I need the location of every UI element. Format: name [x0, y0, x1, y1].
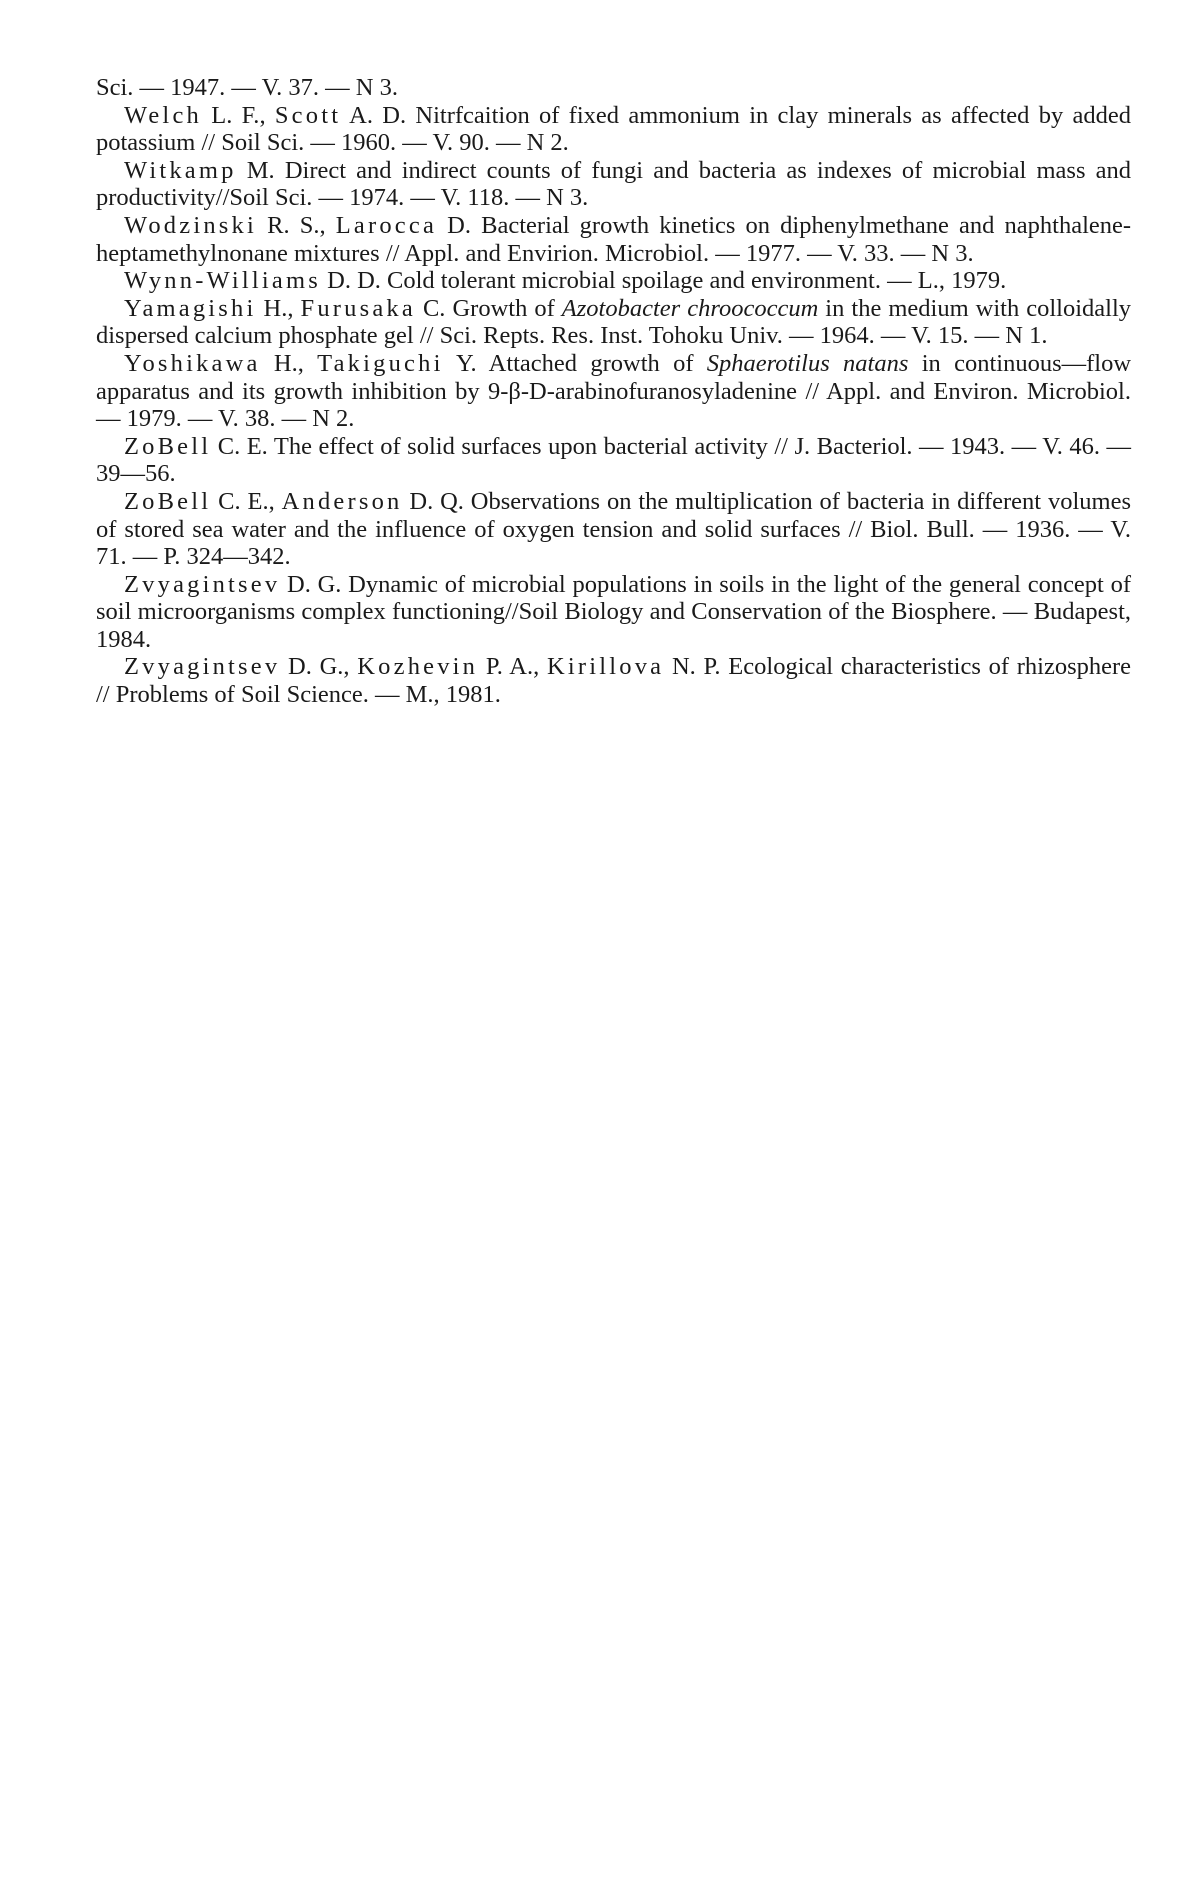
author-initials: M. — [246, 156, 275, 184]
reference-text: Cold tolerant microbial spoilage and environment. — L., 1979. — [387, 267, 1007, 295]
author-initials: D. D. — [327, 267, 381, 295]
author-surname: Witkamp — [124, 156, 237, 184]
reference-text: Nitrfcaition of fixed ammonium in clay minerals as affected by added potassium // Soil Sci. — 1960. — V. 90. — N 2. — [96, 101, 1132, 157]
author-surname: Yamagishi — [124, 294, 257, 322]
reference-entry: Zvyagintsev D. G., Kozhevin P. A., Kirillova N. P. Ecological characteristics of rhizosphere // Problems of Soil Science. — M., 1981. — [96, 653, 1132, 709]
reference-text: in continuous—flow apparatus and its growth inhibition by 9-β-D-arabinofuranosyladenine // Appl. and Environ. Microbiol. — 1979. — V. 38. — N 2. — [96, 349, 1132, 433]
organism-name: Azotobacter chroococcum — [561, 294, 819, 322]
reference-entry: Wodzinski R. S., Larocca D. Bacterial growth kinetics on diphenylmethane and naphthalene-heptamethylnonane mixtures // Appl. and Envirion. Microbiol. — 1977. — V. 33. — N 3. — [96, 211, 1132, 267]
author-surname: Zvyagintsev — [124, 570, 281, 598]
author-surname: Yoshikawa — [124, 349, 261, 377]
reference-entry — [96, 433, 1131, 488]
reference-entry: Yamagishi H., Furusaka C. Growth of Azotobacter chroococcum in the medium with colloidally dispersed calcium phosphate gel // Sci. Repts. Res. Inst. Tohoku Univ. — 1964. — V. 15. — N 1. — [96, 294, 1132, 350]
reference-list — [96, 74, 1131, 709]
author-initials: H. — [273, 349, 298, 377]
author-initials: Y. — [455, 349, 477, 377]
author-surname: Furusaka — [300, 294, 416, 322]
author-initials: L. F. — [211, 101, 260, 129]
reference-entry — [96, 571, 1131, 654]
author-surname: Wynn-Williams — [124, 267, 321, 295]
author-surname: Welch — [124, 101, 202, 129]
reference-text: Direct and indirect counts of fungi and bacteria as indexes of microbial mass and productivity//Soil Sci. — 1974. — V. 118. — N 3. — [96, 156, 1132, 212]
author-surname: Kozhevin — [357, 653, 479, 681]
author-initials: P. A. — [485, 653, 534, 681]
reference-text: Bacterial growth kinetics on diphenylmethane and naphthalene-heptamethylnonane mixtures // Appl. and Envirion. Microbiol. — 1977. — V. 33. — N 3. — [96, 211, 1132, 267]
author-surname: Takiguchi — [317, 349, 444, 377]
reference-text: Observations on the multiplication of bacteria in different volumes of stored sea water and the influence of oxygen tension and solid surfaces // Biol. Bull. — 1936. — V. 71. — P. 324—342. — [96, 487, 1131, 571]
author-initials: C. — [422, 294, 446, 322]
author-initials: D. G. — [288, 653, 344, 681]
author-surname: Larocca — [335, 211, 438, 239]
reference-entry: Yoshikawa H., Takiguchi Y. Attached growth of Sphaerotilus natans in continuous—flow apparatus and its growth inhibition by 9-β-D-arabinofuranosyladenine // Appl. and Environ. Microbiol. — 1979. — V. 38. — N 2. — [96, 349, 1132, 433]
reference-text: Sci. — 1947. — V. 37. — N 3. — [96, 74, 398, 101]
reference-entry: Welch L. F., Scott A. D. Nitrfcaition of fixed ammonium in clay minerals as affected by added potassium // Soil Sci. — 1960. — V. 90. — N 2. — [96, 101, 1132, 157]
author-initials: H. — [263, 294, 288, 322]
reference-text: The effect of solid surfaces upon bacterial activity // J. Bacteriol. — 1943. — V. 46. — 39—56. — [96, 432, 1132, 488]
author-surname: Wodzinski — [124, 211, 257, 239]
reference-text: Dynamic of microbial populations in soils in the light of the general concept of soil microorganisms complex functioning//Soil Biology and Conservation of the Biosphere. — Budapest, 1984. — [96, 570, 1132, 653]
reference-entry — [96, 267, 1131, 295]
author-initials: C. E. — [217, 432, 268, 460]
author-surname: Anderson — [281, 487, 403, 515]
reference-entry — [96, 157, 1131, 212]
author-surname: Zvyagintsev — [124, 653, 281, 681]
organism-name: Sphaerotilus natans — [706, 349, 909, 377]
reference-text: Growth of — [452, 294, 562, 322]
author-initials: C. E. — [218, 487, 269, 515]
reference-entry: ZoBell C. E., Anderson D. Q. Observations on the multiplication of bacteria in different volumes of stored sea water and the influence of oxygen tension and solid surfaces // Biol. Bull. — 1936. — V. 71. — P. 324—342. — [96, 487, 1131, 571]
author-initials: N. P. — [671, 653, 721, 681]
author-initials: R. S. — [267, 211, 320, 239]
reference-text: in the medium with colloidally dispersed calcium phosphate gel // Sci. Repts. Res. Inst. Tohoku Univ. — 1964. — V. 15. — N 1. — [96, 294, 1132, 350]
reference-text: Attached growth of — [488, 349, 707, 377]
author-surname: ZoBell — [124, 487, 212, 515]
reference-text: Ecological characteristics of rhizosphere // Problems of Soil Science. — M., 1981. — [96, 653, 1132, 709]
author-initials: A. D. — [349, 101, 407, 129]
author-surname: Scott — [274, 101, 342, 129]
author-surname: ZoBell — [124, 432, 212, 460]
author-surname: Kirillova — [546, 653, 665, 681]
author-initials: D. G. — [287, 570, 342, 598]
author-initials: D. — [447, 211, 471, 239]
reference-entry — [96, 74, 1131, 102]
author-initials: D. Q. — [409, 487, 464, 515]
